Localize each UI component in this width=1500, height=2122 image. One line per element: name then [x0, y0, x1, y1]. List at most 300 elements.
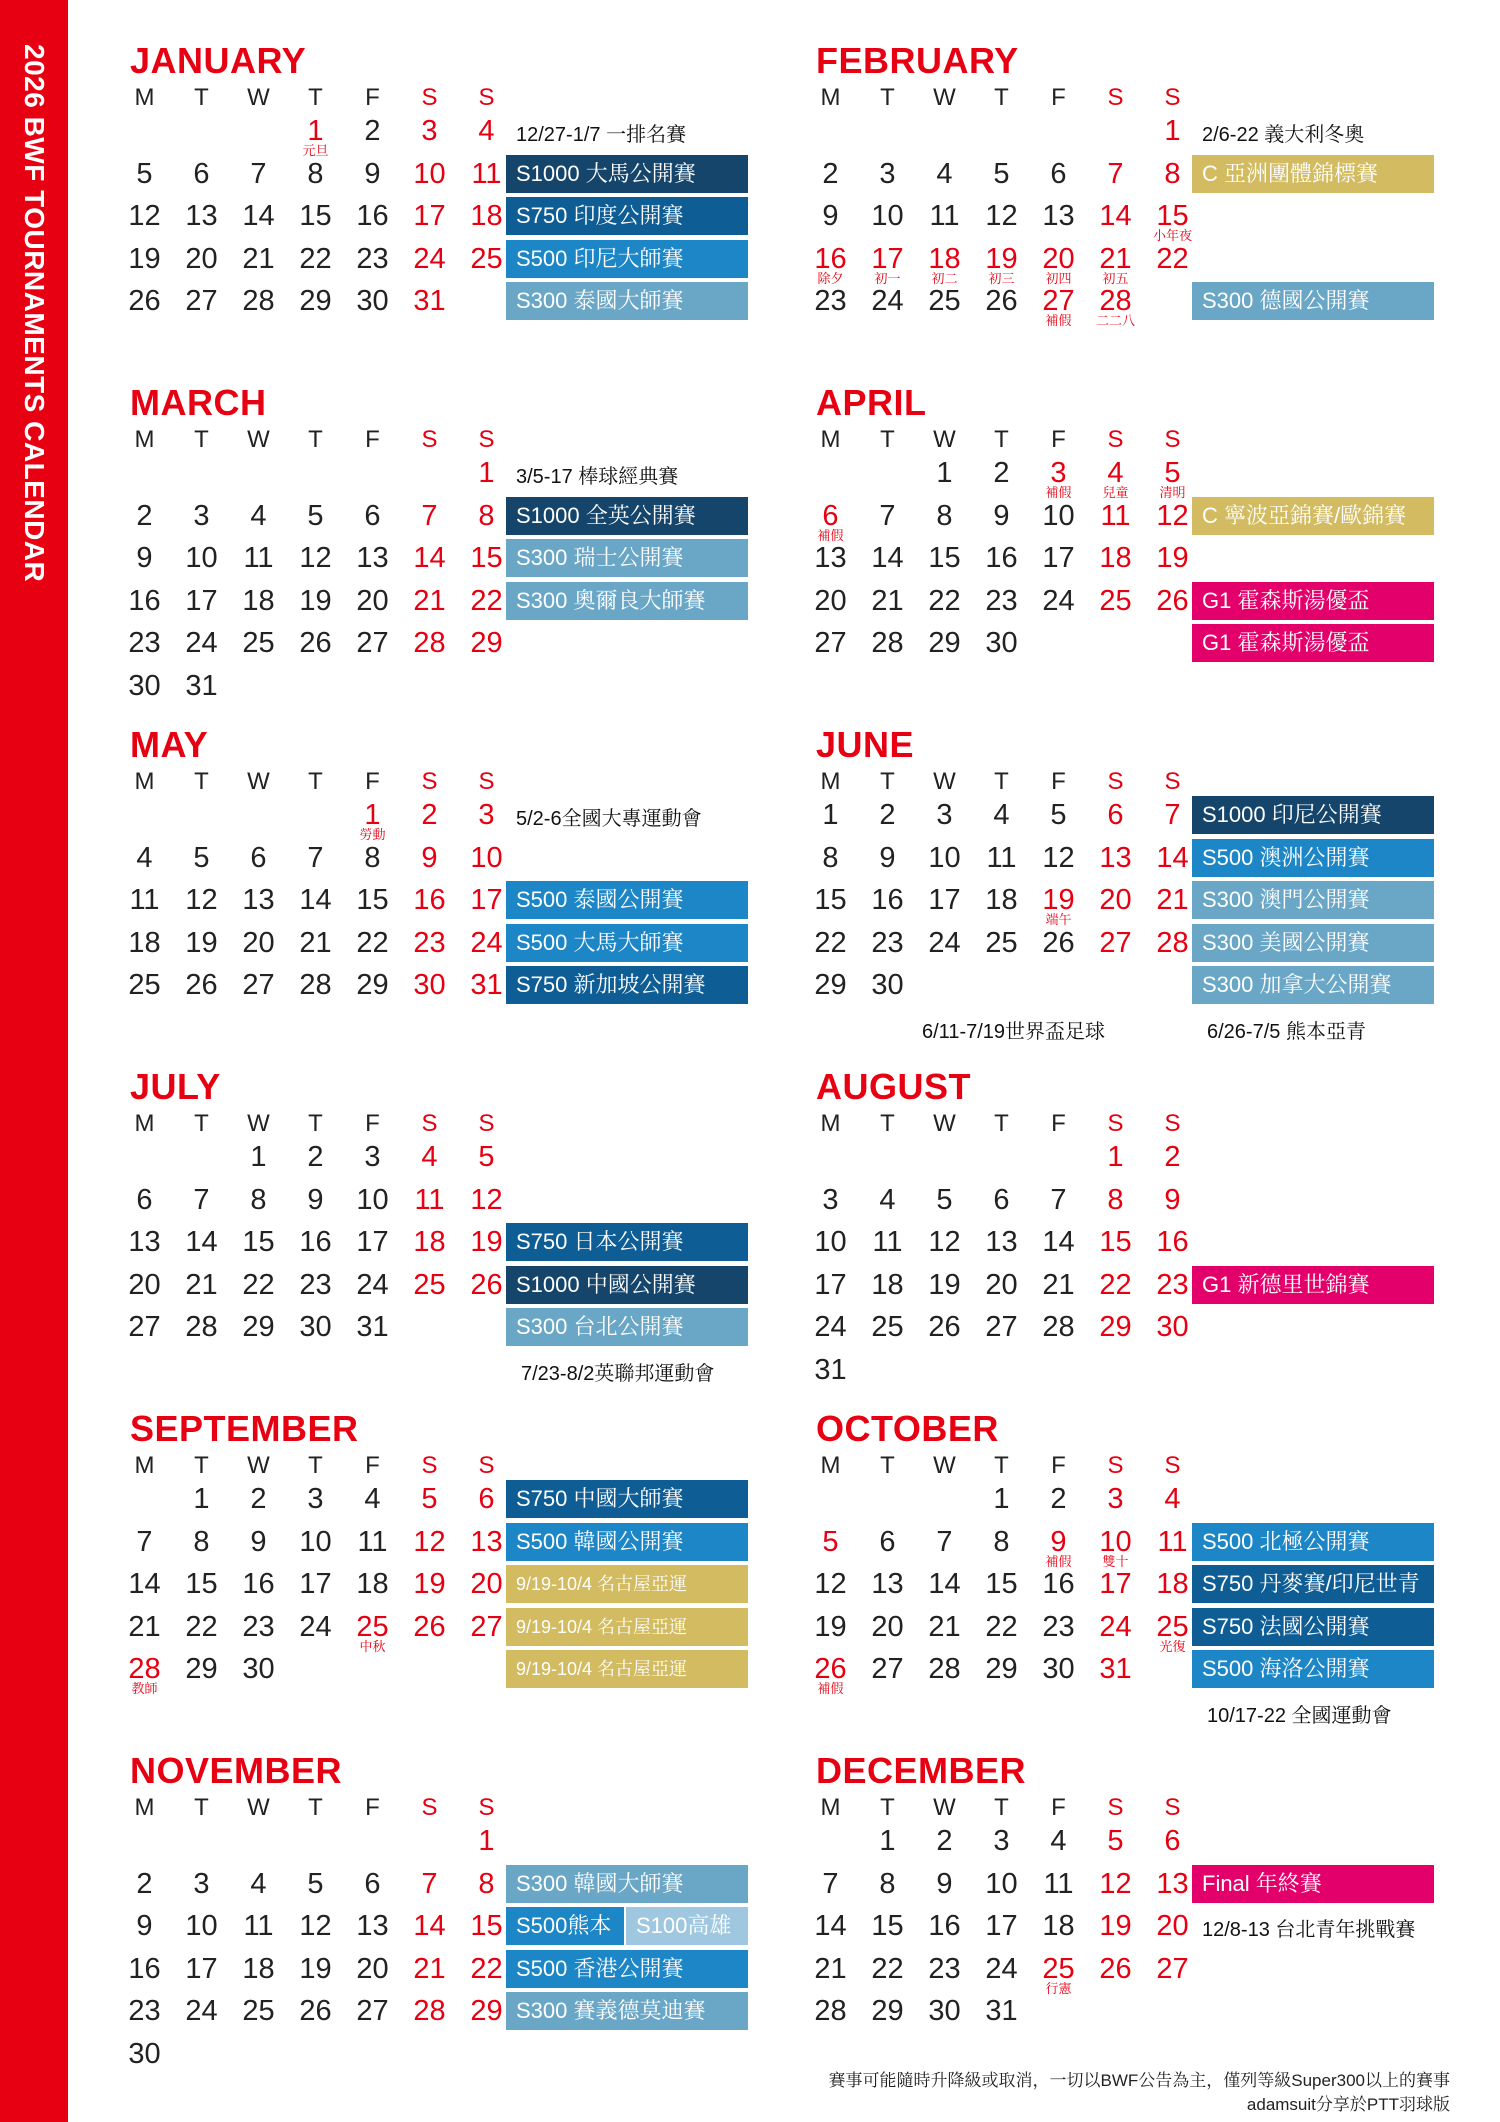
calendar-day: 4: [1164, 1483, 1181, 1515]
calendar-day: 22: [185, 1610, 218, 1643]
calendar-day: 23: [299, 1268, 332, 1301]
calendar-day: 6: [250, 841, 267, 874]
calendar-day: 24: [985, 1952, 1018, 1985]
calendar-day: 29: [299, 285, 332, 317]
calendar-day: 2: [136, 499, 153, 532]
holiday-label: 補假: [1045, 485, 1072, 500]
calendar-day: 20: [1099, 884, 1132, 916]
calendar-day: 29: [871, 1995, 904, 2027]
tournament-bar[interactable]: S300 台北公開賽: [506, 1308, 748, 1346]
weekday-label: W: [247, 84, 270, 111]
calendar-day: 17: [1099, 1568, 1132, 1600]
calendar-day: 21: [299, 926, 332, 959]
holiday-label: 初五: [1102, 270, 1129, 286]
calendar-day: 10: [356, 1183, 389, 1216]
calendar-day: 22: [470, 584, 503, 617]
weekday-label: W: [933, 426, 956, 453]
tournament-bar[interactable]: S750 日本公開賽: [506, 1223, 748, 1261]
calendar-day: 7: [250, 157, 267, 190]
calendar-day: 25: [356, 1610, 389, 1643]
weekday-label: S: [1107, 1110, 1124, 1137]
calendar-day: 5: [936, 1183, 953, 1216]
calendar-day: 12: [928, 1226, 961, 1258]
calendar-day: 24: [185, 627, 218, 659]
calendar-day: 15: [985, 1568, 1018, 1600]
weekday-label: T: [194, 1110, 209, 1137]
calendar-day: 20: [871, 1610, 904, 1643]
calendar-day: 6: [364, 1867, 381, 1900]
calendar-title: 2026 BWF TOURNAMENTS CALENDAR: [19, 44, 50, 583]
calendar-day: 4: [1050, 1825, 1067, 1857]
holiday-label: 初四: [1045, 270, 1072, 286]
calendar-day: 14: [413, 1910, 446, 1942]
tournament-bar[interactable]: S500 澳洲公開賽: [1192, 839, 1434, 877]
calendar-day: 19: [985, 242, 1018, 275]
weekday-label: M: [820, 768, 841, 795]
calendar-day: 22: [470, 1952, 503, 1985]
calendar-day: 4: [364, 1483, 381, 1515]
weekday-label: T: [194, 84, 209, 111]
calendar-day: 15: [1099, 1226, 1132, 1258]
calendar-day: 16: [1156, 1226, 1189, 1258]
tournament-bar[interactable]: S100高雄: [626, 1907, 748, 1945]
tournament-bar[interactable]: S750 丹麥賽/印尼世青: [1192, 1565, 1434, 1603]
calendar-day: 14: [928, 1568, 961, 1600]
tournament-bar[interactable]: 9/19-10/4 名古屋亞運: [506, 1565, 748, 1603]
calendar-day: 2: [1164, 1141, 1181, 1173]
calendar-day: 13: [1042, 200, 1075, 232]
weekday-label: T: [194, 426, 209, 453]
calendar-day: 13: [871, 1568, 904, 1600]
calendar-day: 5: [1164, 457, 1181, 489]
calendar-day: 25: [985, 926, 1018, 959]
calendar-day: 16: [356, 200, 389, 232]
calendar-day: 15: [242, 1226, 275, 1258]
calendar-day: 12: [1099, 1867, 1132, 1900]
tournament-bar[interactable]: S750 法國公開賽: [1192, 1608, 1434, 1646]
holiday-label: 兒童: [1102, 485, 1129, 500]
calendar-day: 13: [356, 1910, 389, 1942]
calendar-day: 31: [356, 1311, 389, 1343]
calendar-day: 17: [413, 200, 446, 232]
calendar-day: 27: [871, 1653, 904, 1685]
holiday-label: 清明: [1159, 485, 1186, 500]
calendar-day: 23: [814, 285, 847, 317]
weekday-label: F: [1051, 84, 1066, 111]
tournament-bar[interactable]: S300 奧爾良大師賽: [506, 582, 748, 620]
calendar-day: 30: [128, 669, 161, 702]
holiday-label: 教師: [131, 1681, 158, 1696]
calendar-day: 26: [299, 1995, 332, 2027]
month-february: [816, 40, 1476, 380]
weekday-label: W: [247, 1794, 270, 1821]
calendar-day: 30: [356, 285, 389, 317]
calendar-day: 15: [928, 542, 961, 574]
calendar-day: 13: [814, 542, 847, 574]
weekday-label: S: [478, 84, 495, 111]
weekday-label: T: [308, 84, 323, 111]
calendar-day: 25: [128, 969, 161, 1001]
calendar-day: 23: [242, 1610, 275, 1643]
calendar-day: 1: [993, 1483, 1010, 1515]
calendar-day: 24: [470, 926, 503, 959]
calendar-day: 29: [928, 627, 961, 659]
tournament-bar[interactable]: S300 加拿大公開賽: [1192, 966, 1434, 1004]
calendar-day: 7: [421, 499, 438, 532]
month-name: JULY: [130, 1066, 221, 1107]
calendar-day: 3: [193, 1867, 210, 1900]
calendar-day: 12: [413, 1525, 446, 1558]
sidebar: [0, 0, 68, 2122]
calendar-day: 6: [193, 157, 210, 190]
calendar-day: 2: [250, 1483, 267, 1515]
calendar-day: 13: [985, 1226, 1018, 1258]
calendar-day: 3: [1050, 457, 1067, 489]
tournament-bar[interactable]: S500 香港公開賽: [506, 1950, 748, 1988]
calendar-day: 29: [185, 1653, 218, 1685]
calendar-day: 11: [414, 1183, 445, 1216]
calendar-day: 24: [356, 1268, 389, 1301]
calendar-day: 13: [470, 1525, 503, 1558]
calendar-day: 2: [1050, 1483, 1067, 1515]
calendar-day: 8: [364, 841, 381, 874]
calendar-day: 28: [1099, 285, 1132, 317]
month-october: [816, 1408, 1476, 1748]
calendar-day: 17: [185, 584, 218, 617]
month-november: [130, 1750, 790, 2090]
calendar-day: 24: [1042, 584, 1075, 617]
calendar-day: 16: [928, 1910, 961, 1942]
tournament-bar[interactable]: C 亞洲團體錦標賽: [1192, 155, 1434, 193]
calendar-day: 10: [1099, 1525, 1132, 1558]
calendar-day: 14: [814, 1910, 847, 1942]
calendar-day: 9: [250, 1525, 267, 1558]
weekday-label: W: [247, 1452, 270, 1479]
calendar-day: 20: [814, 584, 847, 617]
calendar-day: 19: [299, 584, 332, 617]
calendar-day: 30: [242, 1653, 275, 1685]
calendar-day: 18: [128, 926, 161, 959]
calendar-day: 30: [928, 1995, 961, 2027]
calendar-day: 19: [185, 926, 218, 959]
calendar-day: 20: [1156, 1910, 1189, 1942]
calendar-day: 22: [356, 926, 389, 959]
tournament-bar[interactable]: G1 霍森斯湯優盃: [1192, 582, 1434, 620]
calendar-day: 25: [928, 285, 961, 317]
calendar-day: 4: [136, 841, 153, 874]
calendar-day: 14: [1099, 200, 1132, 232]
holiday-label: 勞動: [359, 827, 386, 842]
weekday-label: T: [308, 768, 323, 795]
month-name: DECEMBER: [816, 1750, 1027, 1791]
calendar-day: 23: [1156, 1268, 1189, 1301]
calendar-day: 24: [1099, 1610, 1132, 1643]
event-note: 12/27-1/7 一排名賽: [516, 124, 687, 146]
calendar-day: 1: [478, 1825, 495, 1857]
calendar-day: 31: [185, 669, 218, 702]
weekday-label: W: [933, 768, 956, 795]
holiday-label: 除夕: [817, 270, 844, 286]
calendar-day: 4: [250, 1867, 267, 1900]
calendar-day: 5: [1050, 799, 1067, 831]
weekday-label: W: [247, 426, 270, 453]
calendar-day: 3: [879, 157, 896, 190]
weekday-label: S: [1107, 1794, 1124, 1821]
event-note: 10/17-22 全國運動會: [1207, 1704, 1392, 1727]
calendar-day: 16: [242, 1568, 275, 1600]
weekday-label: S: [1107, 1452, 1124, 1479]
calendar-day: 19: [128, 242, 161, 275]
tournament-bar[interactable]: S1000 全英公開賽: [506, 497, 748, 535]
calendar-day: 21: [413, 584, 446, 617]
weekday-label: M: [820, 84, 841, 111]
month-name: APRIL: [816, 382, 927, 423]
calendar-day: 16: [985, 542, 1018, 574]
calendar-day: 28: [413, 627, 446, 659]
calendar-day: 13: [1156, 1867, 1189, 1900]
tournament-bar[interactable]: 9/19-10/4 名古屋亞運: [506, 1650, 748, 1688]
weekday-label: T: [880, 1110, 895, 1137]
calendar-day: 19: [299, 1952, 332, 1985]
weekday-label: T: [880, 426, 895, 453]
calendar-day: 19: [470, 1226, 503, 1258]
tournament-bar[interactable]: S750 中國大師賽: [506, 1480, 748, 1518]
tournament-bar[interactable]: S500 北極公開賽: [1192, 1523, 1434, 1561]
calendar-day: 20: [985, 1268, 1018, 1301]
calendar-day: 6: [1164, 1825, 1181, 1857]
calendar-day: 25: [242, 627, 275, 659]
calendar-day: 15: [470, 1910, 503, 1942]
calendar-day: 31: [470, 969, 503, 1001]
calendar-day: 18: [242, 1952, 275, 1985]
calendar-day: 15: [871, 1910, 904, 1942]
calendar-day: 10: [985, 1867, 1018, 1900]
month-name: MARCH: [130, 382, 267, 423]
calendar-day: 9: [879, 841, 896, 874]
tournament-bar[interactable]: S1000 中國公開賽: [506, 1266, 748, 1304]
tournament-bar[interactable]: 9/19-10/4 名古屋亞運: [506, 1608, 748, 1646]
calendar-day: 12: [299, 1910, 332, 1942]
event-note: 5/2-6全國大專運動會: [516, 808, 702, 830]
calendar-day: 6: [879, 1525, 896, 1558]
calendar-day: 5: [136, 157, 153, 190]
calendar-day: 11: [471, 157, 502, 190]
weekday-label: W: [933, 84, 956, 111]
calendar-day: 27: [814, 627, 847, 659]
tournament-bar[interactable]: S1000 大馬公開賽: [506, 155, 748, 193]
calendar-day: 1: [936, 457, 953, 489]
tournament-bar[interactable]: S750 印度公開賽: [506, 197, 748, 235]
calendar-day: 17: [356, 1226, 389, 1258]
weekday-label: S: [421, 1110, 438, 1137]
weekday-label: T: [308, 1452, 323, 1479]
weekday-label: W: [933, 1452, 956, 1479]
weekday-label: F: [1051, 1452, 1066, 1479]
holiday-label: 補假: [1045, 313, 1072, 328]
calendar-day: 16: [128, 1952, 161, 1985]
tournament-bar[interactable]: G1 新德里世錦賽: [1192, 1266, 1434, 1304]
calendar-day: 17: [871, 242, 904, 275]
calendar-day: 25: [1042, 1952, 1075, 1985]
calendar-day: 19: [1042, 884, 1075, 916]
event-note: 6/11-7/19世界盃足球: [922, 1020, 1106, 1043]
tournament-bar[interactable]: S300 韓國大師賽: [506, 1865, 748, 1903]
calendar-day: 22: [299, 242, 332, 275]
tournament-bar[interactable]: S300 賽義德莫迪賽: [506, 1992, 748, 2030]
calendar-day: 1: [364, 799, 381, 831]
calendar-day: 1: [1107, 1141, 1124, 1173]
weekday-label: S: [478, 1794, 495, 1821]
calendar-day: 4: [879, 1183, 896, 1216]
month-january: [130, 40, 790, 380]
tournament-bar[interactable]: S500熊本: [506, 1907, 624, 1945]
calendar-day: 8: [879, 1867, 896, 1900]
weekday-label: S: [478, 768, 495, 795]
calendar-day: 27: [128, 1311, 161, 1343]
tournament-bar[interactable]: Final 年終賽: [1192, 1865, 1434, 1903]
calendar-day: 1: [193, 1483, 210, 1515]
calendar-day: 30: [871, 969, 904, 1001]
month-name: FEBRUARY: [816, 40, 1019, 81]
calendar-day: 1: [822, 799, 839, 831]
calendar-day: 5: [993, 157, 1010, 190]
calendar-day: 2: [993, 457, 1010, 489]
calendar-day: 24: [413, 242, 446, 275]
tournament-bar[interactable]: S300 泰國大師賽: [506, 282, 748, 320]
month-december: [816, 1750, 1476, 2090]
calendar-day: 15: [185, 1568, 218, 1600]
holiday-label: 元旦: [302, 143, 329, 158]
calendar-day: 13: [185, 200, 218, 232]
weekday-label: T: [994, 1452, 1009, 1479]
calendar-day: 30: [413, 969, 446, 1001]
calendar-day: 27: [1156, 1952, 1189, 1985]
calendar-day: 27: [356, 1995, 389, 2027]
calendar-day: 16: [128, 584, 161, 617]
calendar-day: 26: [1042, 926, 1075, 959]
weekday-label: S: [478, 426, 495, 453]
calendar-day: 15: [814, 884, 847, 916]
tournament-bar[interactable]: S750 新加坡公開賽: [506, 966, 748, 1004]
calendar-day: 9: [822, 200, 839, 232]
calendar-day: 31: [985, 1995, 1018, 2027]
calendar-day: 24: [928, 926, 961, 959]
calendar-day: 4: [421, 1141, 438, 1173]
calendar-day: 1: [307, 115, 324, 147]
calendar-day: 5: [193, 841, 210, 874]
calendar-day: 13: [356, 542, 389, 574]
calendar-day: 3: [307, 1483, 324, 1515]
calendar-day: 11: [986, 841, 1017, 874]
calendar-day: 7: [1050, 1183, 1067, 1216]
tournament-bar[interactable]: S500 韓國公開賽: [506, 1523, 748, 1561]
calendar-day: 13: [242, 884, 275, 916]
tournament-bar[interactable]: S500 大馬大師賽: [506, 924, 748, 962]
weekday-label: S: [421, 426, 438, 453]
calendar-day: 17: [185, 1952, 218, 1985]
tournament-bar[interactable]: S1000 印尼公開賽: [1192, 796, 1434, 834]
calendar-day: 16: [299, 1226, 332, 1258]
tournament-bar[interactable]: S300 美國公開賽: [1192, 924, 1434, 962]
calendar-day: 23: [128, 627, 161, 659]
calendar-day: 17: [299, 1568, 332, 1600]
calendar-day: 11: [243, 1910, 274, 1942]
holiday-label: 補假: [1045, 1553, 1072, 1569]
calendar-day: 6: [364, 499, 381, 532]
calendar-day: 3: [364, 1141, 381, 1173]
calendar-day: 2: [822, 157, 839, 190]
calendar-day: 18: [871, 1268, 904, 1301]
calendar-day: 26: [1099, 1952, 1132, 1985]
calendar-day: 14: [299, 884, 332, 916]
calendar-day: 6: [1050, 157, 1067, 190]
calendar-day: 6: [822, 499, 839, 532]
calendar-day: 17: [985, 1910, 1018, 1942]
holiday-label: 小年夜: [1152, 228, 1192, 243]
calendar-day: 14: [1156, 841, 1189, 874]
calendar-day: 23: [356, 242, 389, 275]
calendar-day: 5: [822, 1525, 839, 1558]
calendar-day: 21: [185, 1268, 218, 1301]
calendar-day: 25: [242, 1995, 275, 2027]
calendar-day: 14: [128, 1568, 161, 1600]
footnote-credit: adamsuit分享於PTT羽球版: [1246, 2095, 1450, 2114]
tournament-bar[interactable]: S500 泰國公開賽: [506, 881, 748, 919]
calendar-day: 4: [993, 799, 1010, 831]
calendar-day: 7: [421, 1867, 438, 1900]
calendar-day: 19: [1156, 542, 1189, 574]
calendar-day: 27: [985, 1311, 1018, 1343]
calendar-day: 21: [413, 1952, 446, 1985]
calendar-day: 15: [1156, 200, 1189, 232]
calendar-day: 26: [185, 969, 218, 1001]
calendar-day: 2: [307, 1141, 324, 1173]
month-september: [130, 1408, 790, 1748]
calendar-day: 11: [357, 1525, 388, 1558]
tournament-bar[interactable]: S500 海洛公開賽: [1192, 1650, 1434, 1688]
event-note: 7/23-8/2英聯邦運動會: [521, 1362, 715, 1385]
weekday-label: T: [994, 1110, 1009, 1137]
tournament-bar[interactable]: G1 霍森斯湯優盃: [1192, 624, 1434, 662]
calendar-day: 8: [822, 841, 839, 874]
weekday-label: S: [1107, 84, 1124, 111]
calendar-day: 12: [814, 1568, 847, 1600]
tournament-bar[interactable]: C 寧波亞錦賽/歐錦賽: [1192, 497, 1434, 535]
calendar-day: 30: [128, 2037, 161, 2070]
month-name: JANUARY: [130, 40, 307, 81]
weekday-label: S: [1164, 1110, 1181, 1137]
weekday-label: T: [194, 1794, 209, 1821]
calendar-day: 16: [814, 242, 847, 275]
calendar-day: 3: [1107, 1483, 1124, 1515]
calendar-day: 7: [822, 1867, 839, 1900]
weekday-label: S: [1164, 1452, 1181, 1479]
calendar-day: 18: [470, 200, 503, 232]
calendar-day: 21: [242, 242, 275, 275]
calendar-day: 10: [413, 157, 446, 190]
calendar-day: 31: [413, 285, 446, 317]
holiday-label: 中秋: [359, 1638, 386, 1654]
tournament-bar[interactable]: S300 瑞士公開賽: [506, 539, 748, 577]
tournament-bar[interactable]: S300 德國公開賽: [1192, 282, 1434, 320]
tournament-bar[interactable]: S300 澳門公開賽: [1192, 881, 1434, 919]
calendar-day: 2: [136, 1867, 153, 1900]
tournament-bar[interactable]: S500 印尼大師賽: [506, 240, 748, 278]
calendar-day: 19: [413, 1568, 446, 1600]
calendar-day: 29: [470, 1995, 503, 2027]
calendar-day: 10: [299, 1525, 332, 1558]
calendar-day: 30: [1156, 1311, 1189, 1343]
